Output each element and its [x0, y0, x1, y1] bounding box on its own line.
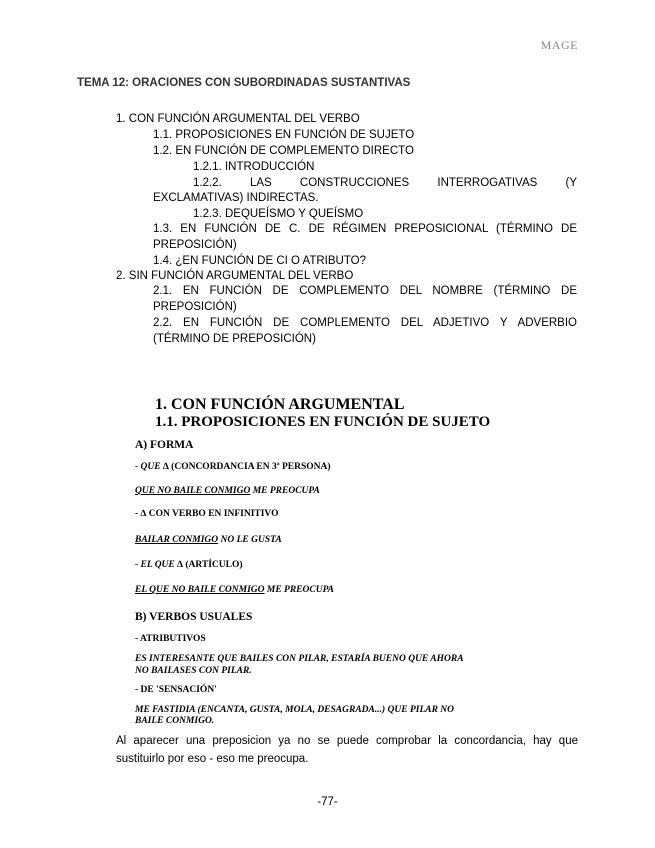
- heading-forma: A) FORMA: [135, 439, 194, 451]
- rule-el-que-desc: ∆ (ARTÍCULO): [177, 560, 243, 570]
- toc-item: 1.4. ¿EN FUNCIÓN DE CI O ATRIBUTO?: [153, 255, 366, 267]
- toc-item: 1. CON FUNCIÓN ARGUMENTAL DEL VERBO: [116, 113, 360, 125]
- label-sensacion: - DE 'SENSACIÓN': [135, 685, 217, 695]
- toc-item: 1.2.1. INTRODUCCIÓN: [193, 161, 315, 173]
- example-5-line1: ME FASTIDIA (ENCANTA, GUSTA, MOLA, DESAGRADA...) QUE PILAR NO: [135, 705, 455, 715]
- example-2: [135, 535, 282, 545]
- toc-item: (TÉRMINO DE PREPOSICIÓN): [153, 333, 316, 345]
- toc-item: 1.1. PROPOSICIONES EN FUNCIÓN DE SUJETO: [153, 129, 415, 141]
- subsection-heading: 1.1. PROPOSICIONES EN FUNCIÓN DE SUJETO: [155, 414, 491, 430]
- toc-item: PREPOSICIÓN): [153, 239, 237, 251]
- example-5-line2: BAILE CONMIGO.: [135, 716, 215, 726]
- header-tag: MAGE: [540, 38, 578, 52]
- example-3: [135, 585, 334, 595]
- rule-que: [135, 462, 331, 472]
- example-4-line2: NO BAILASES CON PILAR.: [135, 666, 252, 676]
- rule-que-desc: ∆ (CONCORDANCIA EN 3ª PERSONA): [162, 462, 331, 472]
- body-paragraph: Al aparecer una preposicion ya no se puede comprobar la concordancia, hay que sustituirlo por eso - eso me preocupa.: [116, 735, 578, 765]
- toc-item: PREPOSICIÓN): [153, 301, 237, 313]
- example-1: [135, 486, 320, 496]
- example-3-rest: ME PREOCUPA: [264, 585, 335, 595]
- toc-item: 1.3. EN FUNCIÓN DE C. DE RÉGIMEN PREPOSICIONAL (TÉRMINO DE: [153, 223, 577, 235]
- section-heading: 1. CON FUNCIÓN ARGUMENTAL: [155, 396, 405, 413]
- label-atributivos: - ATRIBUTIVOS: [135, 634, 206, 644]
- toc-item: 1.2.3. DEQUEÍSMO Y QUEÍSMO: [193, 208, 364, 220]
- toc-item: 1.2. EN FUNCIÓN DE COMPLEMENTO DIRECTO: [153, 145, 414, 157]
- toc-item: EXCLAMATIVAS) INDIRECTAS.: [153, 192, 319, 204]
- rule-el-que-prefix: - EL QUE: [135, 560, 175, 570]
- example-3-subordinate: EL QUE NO BAILE CONMIGO: [135, 585, 265, 595]
- page-number: -77-: [317, 796, 338, 808]
- example-1-rest: ME PREOCUPA: [250, 486, 320, 496]
- example-1-subordinate: QUE NO BAILE CONMIGO: [135, 486, 251, 496]
- toc-item: 1.2.2. LAS CONSTRUCCIONES INTERROGATIVAS (Y: [193, 177, 577, 189]
- toc-item: 2.2. EN FUNCIÓN DE COMPLEMENTO DEL ADJETIVO Y ADVERBIO: [153, 317, 577, 329]
- rule-que-prefix: - QUE: [135, 462, 161, 472]
- example-2-rest: NO LE GUSTA: [218, 535, 282, 545]
- heading-verbos: B) VERBOS USUALES: [135, 611, 253, 623]
- rule-el-que: [135, 560, 243, 570]
- example-4-line1: ES INTERESANTE QUE BAILES CON PILAR, ESTARÍA BUENO QUE AHORA: [135, 654, 464, 664]
- toc-item: 2.1. EN FUNCIÓN DE COMPLEMENTO DEL NOMBRE (TÉRMINO DE: [153, 285, 577, 297]
- example-2-subordinate: BAILAR CONMIGO: [135, 535, 219, 545]
- page-title: TEMA 12: ORACIONES CON SUBORDINADAS SUSTANTIVAS: [77, 77, 411, 89]
- rule-infinitive: - ∆ CON VERBO EN INFINITIVO: [135, 509, 279, 519]
- toc-item: 2. SIN FUNCIÓN ARGUMENTAL DEL VERBO: [116, 270, 354, 282]
